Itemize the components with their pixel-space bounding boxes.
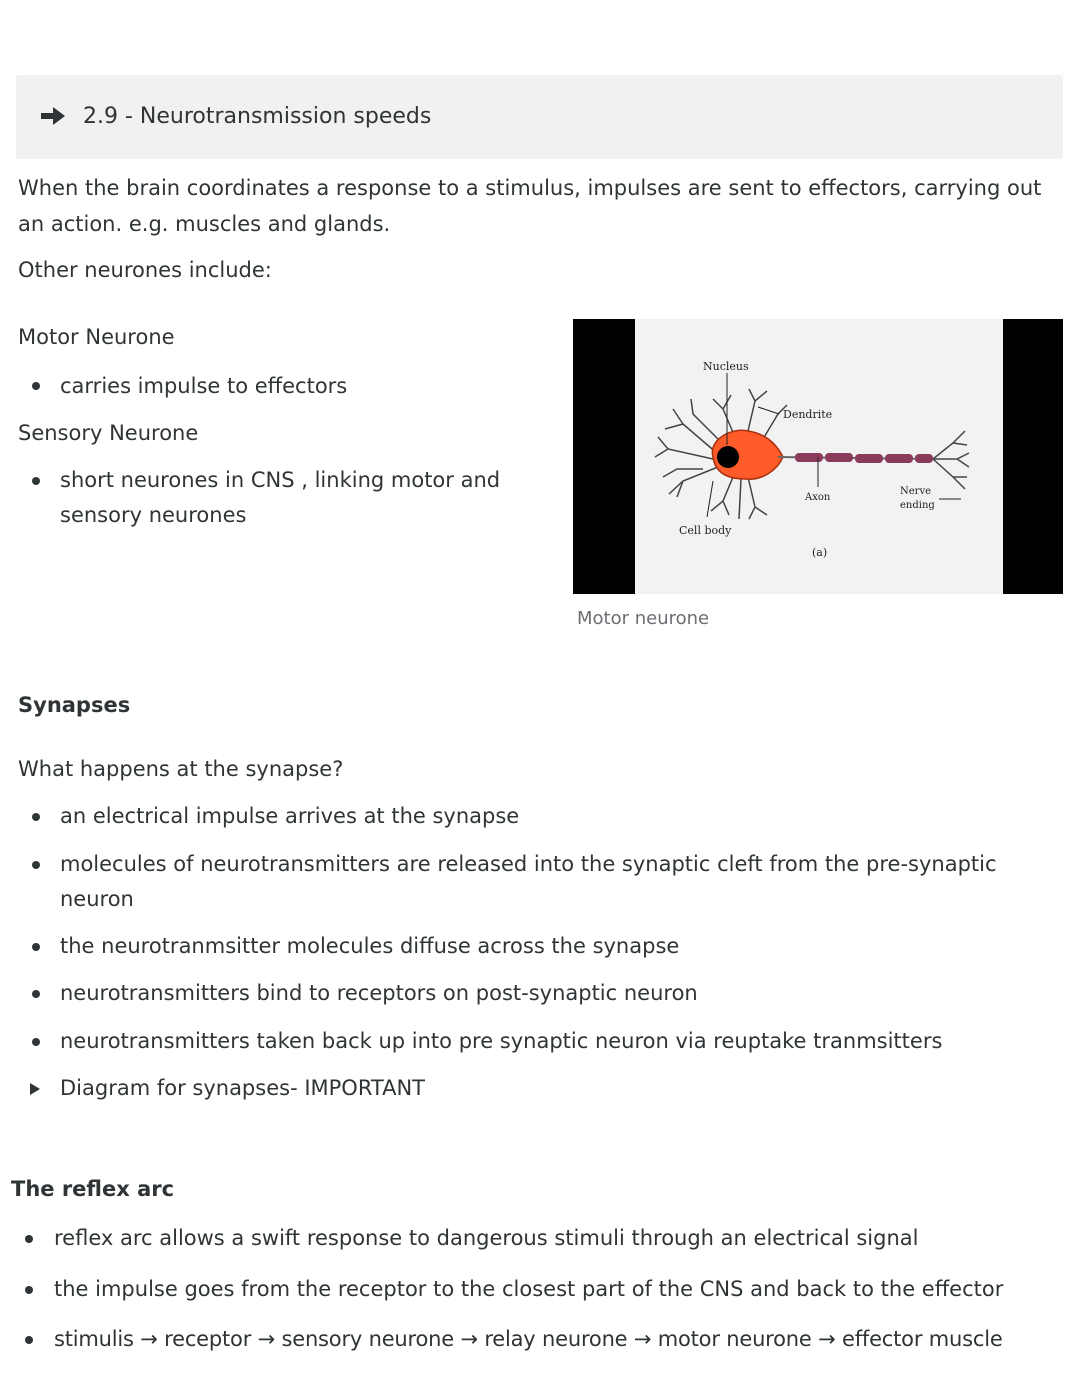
reflex-bullet: the impulse goes from the receptor to the closest part of the CNS and back to the effector — [54, 1277, 1004, 1301]
synapse-bullet: neurotransmitters bind to receptors on post-synaptic neuron — [60, 981, 698, 1005]
bullet-dot — [32, 943, 40, 951]
motor-neurone-title: Motor Neurone — [18, 325, 175, 349]
bullet-dot — [32, 477, 40, 485]
figure-caption: Motor neurone — [577, 608, 710, 629]
reflex-bullet: reflex arc allows a swift response to dangerous stimuli through an electrical signal — [54, 1226, 919, 1250]
bullet-dot — [32, 382, 40, 390]
synapse-diagram-toggle[interactable]: Diagram for synapses- IMPORTANT — [60, 1076, 425, 1100]
label-cell-body: Cell body — [679, 524, 732, 537]
motor-neurone-diagram — [573, 319, 1063, 594]
bullet-dot — [32, 861, 40, 869]
synapse-bullet-continuation: neuron — [60, 887, 134, 911]
label-nerve-ending-1: Nerve — [900, 486, 932, 497]
sensory-neurone-title: Sensory Neurone — [18, 421, 199, 445]
sensory-neurone-bullet-line2: sensory neurones — [60, 503, 247, 527]
reflex-bullet: stimulis → receptor → sensory neurone → relay neurone → motor neurone → effector muscle — [54, 1327, 1003, 1351]
reflex-arc-heading: The reflex arc — [11, 1177, 175, 1201]
label-dendrite: Dendrite — [783, 408, 833, 421]
bullet-dot — [25, 1286, 33, 1294]
label-axon: Axon — [805, 492, 831, 503]
synapse-bullet: molecules of neurotransmitters are released into the synaptic cleft from the pre-synaptic — [60, 852, 997, 876]
bullet-dot — [25, 1235, 33, 1243]
arrow-right-icon — [38, 101, 68, 131]
label-panel: (a) — [812, 546, 828, 559]
synapse-bullet: the neurotranmsitter molecules diffuse across the synapse — [60, 934, 680, 958]
label-nerve-ending-2: ending — [900, 500, 935, 511]
synapse-bullet: neurotransmitters taken back up into pre synaptic neuron via reuptake tranmsitters — [60, 1029, 943, 1053]
motor-neurone-figure[interactable] — [573, 319, 1063, 594]
bullet-dot — [32, 990, 40, 998]
label-nucleus: Nucleus — [703, 360, 749, 373]
nucleus-shape — [717, 446, 739, 468]
synapses-heading: Synapses — [18, 693, 131, 717]
toggle-triangle-icon[interactable] — [30, 1083, 40, 1095]
bullet-dot — [25, 1336, 33, 1344]
other-neurones-label: Other neurones include: — [18, 258, 272, 282]
synapse-question: What happens at the synapse? — [18, 757, 344, 781]
bullet-dot — [32, 1038, 40, 1046]
synapse-bullet: an electrical impulse arrives at the synapse — [60, 804, 520, 828]
callout-title: 2.9 - Neurotransmission speeds — [83, 104, 432, 129]
bullet-dot — [32, 813, 40, 821]
intro-paragraph: When the brain coordinates a response to a stimulus, impulses are sent to effectors, carrying out an action. e.g. muscles and glands. — [18, 176, 1042, 236]
sensory-neurone-bullet-line1: short neurones in CNS , linking motor and — [60, 468, 501, 492]
section-callout — [16, 75, 1063, 159]
motor-neurone-bullet: carries impulse to effectors — [60, 374, 348, 398]
